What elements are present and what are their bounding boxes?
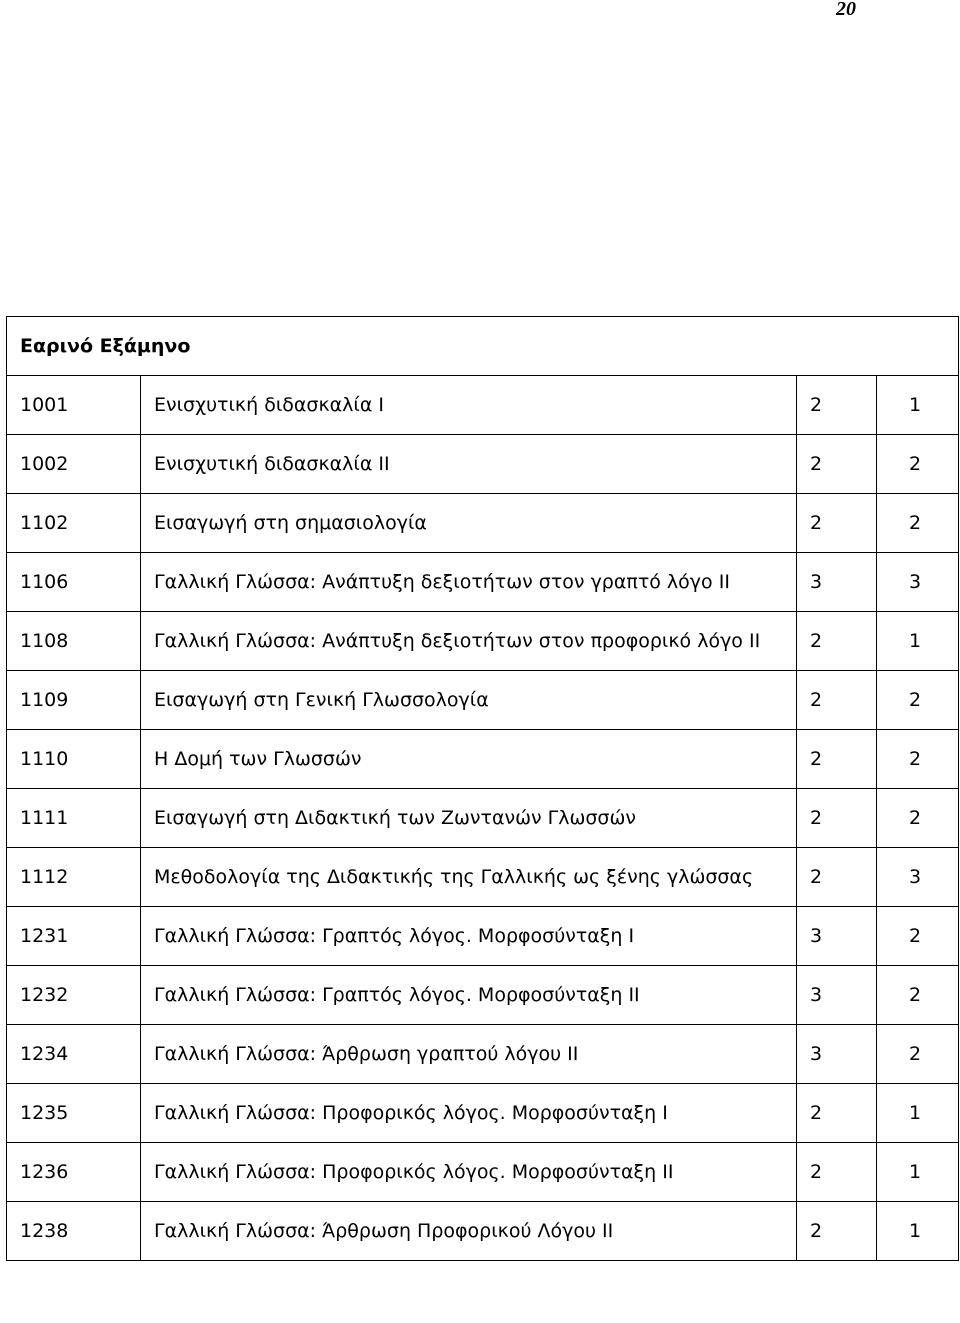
course-code: 1109: [7, 671, 141, 730]
course-title: Γαλλική Γλώσσα: Ανάπτυξη δεξιοτήτων στον προφορικό λόγο ΙΙ: [141, 612, 797, 671]
course-code: 1002: [7, 435, 141, 494]
course-title: Γαλλική Γλώσσα: Γραπτός λόγος. Μορφοσύνταξη ΙΙ: [141, 966, 797, 1025]
course-value-2: 3: [877, 553, 959, 612]
course-value-2: 2: [877, 494, 959, 553]
course-value-1: 2: [797, 789, 877, 848]
table-row: [7, 1025, 959, 1084]
course-value-2: 1: [877, 1202, 959, 1261]
course-title: Γαλλική Γλώσσα: Γραπτός λόγος. Μορφοσύνταξη Ι: [141, 907, 797, 966]
course-code: 1231: [7, 907, 141, 966]
course-value-1: 2: [797, 435, 877, 494]
course-value-2: 2: [877, 907, 959, 966]
table-row: [7, 789, 959, 848]
course-value-1: 2: [797, 1084, 877, 1143]
course-value-1: 3: [797, 553, 877, 612]
course-title: Μεθοδολογία της Διδακτικής της Γαλλικής ως ξένης γλώσσας: [141, 848, 797, 907]
table-row: [7, 848, 959, 907]
course-title: Η Δομή των Γλωσσών: [141, 730, 797, 789]
course-value-1: 2: [797, 671, 877, 730]
course-value-1: 2: [797, 612, 877, 671]
course-value-1: 2: [797, 848, 877, 907]
course-value-1: 2: [797, 494, 877, 553]
course-value-2: 2: [877, 435, 959, 494]
course-title: Ενισχυτική διδασκαλία Ι: [141, 376, 797, 435]
course-value-2: 3: [877, 848, 959, 907]
course-value-2: 2: [877, 789, 959, 848]
course-value-1: 2: [797, 1202, 877, 1261]
course-code: 1111: [7, 789, 141, 848]
course-code: 1236: [7, 1143, 141, 1202]
table-row: [7, 612, 959, 671]
course-value-1: 2: [797, 730, 877, 789]
table-row: [7, 553, 959, 612]
course-code: 1112: [7, 848, 141, 907]
course-code: 1234: [7, 1025, 141, 1084]
course-title: Εισαγωγή στη σημασιολογία: [141, 494, 797, 553]
course-title: Εισαγωγή στη Διδακτική των Ζωντανών Γλωσσών: [141, 789, 797, 848]
course-code: 1232: [7, 966, 141, 1025]
table-row: [7, 1143, 959, 1202]
course-value-1: 3: [797, 907, 877, 966]
table-row: [7, 376, 959, 435]
course-title: Γαλλική Γλώσσα: Ανάπτυξη δεξιοτήτων στον γραπτό λόγο ΙΙ: [141, 553, 797, 612]
table-row: [7, 435, 959, 494]
course-title: Γαλλική Γλώσσα: Άρθρωση Προφορικού Λόγου ΙΙ: [141, 1202, 797, 1261]
course-value-2: 2: [877, 730, 959, 789]
course-value-2: 2: [877, 671, 959, 730]
table-row: [7, 907, 959, 966]
course-code: 1110: [7, 730, 141, 789]
table-row: [7, 1202, 959, 1261]
course-title: Γαλλική Γλώσσα: Προφορικός λόγος. Μορφοσύνταξη ΙΙ: [141, 1143, 797, 1202]
course-title: Εισαγωγή στη Γενική Γλωσσολογία: [141, 671, 797, 730]
table-row: [7, 1084, 959, 1143]
course-value-2: 2: [877, 966, 959, 1025]
course-code: 1106: [7, 553, 141, 612]
course-value-2: 2: [877, 1025, 959, 1084]
course-value-1: 2: [797, 1143, 877, 1202]
page-number: 20: [836, 0, 856, 20]
course-value-2: 1: [877, 1084, 959, 1143]
course-title: Γαλλική Γλώσσα: Άρθρωση γραπτού λόγου ΙΙ: [141, 1025, 797, 1084]
course-title: Ενισχυτική διδασκαλία ΙΙ: [141, 435, 797, 494]
course-table: [6, 316, 959, 1261]
course-value-2: 1: [877, 1143, 959, 1202]
course-code: 1102: [7, 494, 141, 553]
course-value-2: 1: [877, 612, 959, 671]
course-code: 1235: [7, 1084, 141, 1143]
course-value-1: 3: [797, 1025, 877, 1084]
table-row: [7, 671, 959, 730]
semester-header-row: [7, 317, 959, 376]
table-row: [7, 966, 959, 1025]
course-title: Γαλλική Γλώσσα: Προφορικός λόγος. Μορφοσύνταξη Ι: [141, 1084, 797, 1143]
table-row: [7, 494, 959, 553]
course-value-1: 2: [797, 376, 877, 435]
course-value-1: 3: [797, 966, 877, 1025]
course-code: 1238: [7, 1202, 141, 1261]
table-row: [7, 730, 959, 789]
course-code: 1108: [7, 612, 141, 671]
semester-title: Εαρινό Εξάμηνο: [7, 317, 959, 376]
course-value-2: 1: [877, 376, 959, 435]
course-code: 1001: [7, 376, 141, 435]
